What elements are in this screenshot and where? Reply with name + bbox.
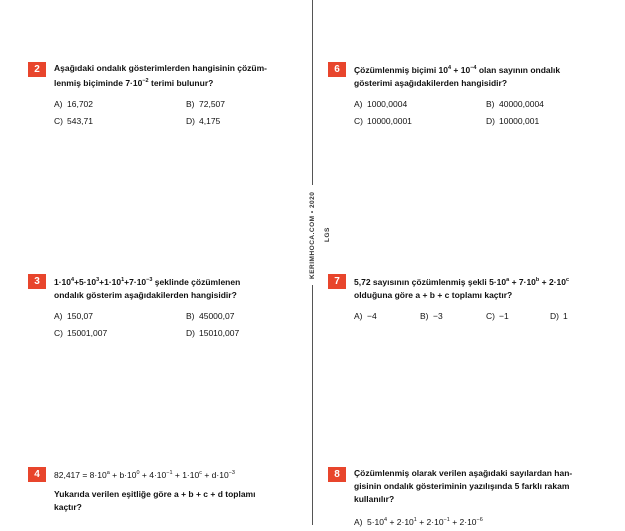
question-stem: Çözümlenmiş olarak verilen aşağıdaki sayılardan han- gisinin ondalık gösteriminin yazılışında 5 farklı rakam kullanılır? [354, 468, 573, 504]
option-d[interactable]: D) 4,175 [186, 115, 221, 126]
question-number: 8 [328, 467, 346, 482]
question-number: 4 [28, 467, 46, 482]
option-a[interactable]: A) 1000,0004 [354, 98, 408, 109]
option-c[interactable]: C) 15001,007 [54, 327, 108, 338]
question-stem: 5,72 sayısının çözümlenmiş şekli $5\cdot 10^a + 7\cdot 10^b + 2\cdot 10^c$ olduğuna göre a + b + c toplamı kaçtır? [354, 276, 570, 300]
option-a[interactable]: A) 150,07 [54, 310, 93, 321]
question-4 [34, 467, 316, 514]
option-c[interactable]: C) 543,71 [54, 115, 93, 126]
question-number: 6 [328, 62, 346, 77]
options [354, 308, 616, 325]
question-number: 7 [328, 274, 346, 289]
question-number: 2 [28, 62, 46, 77]
question-stem: Aşağıdaki ondalık gösterimlerden hangisinin çözüm- lenmiş biçiminde $7\cdot 10^{-2}$ terimi bulunur? [54, 63, 268, 88]
option-c[interactable]: C) −1 [486, 310, 509, 321]
options [54, 96, 316, 130]
option-c[interactable]: C) 10000,0001 [354, 115, 412, 126]
question-7 [334, 274, 616, 325]
option-b[interactable]: B) 45000,07 [186, 310, 235, 321]
question-6 [334, 62, 616, 130]
question-3 [34, 274, 316, 342]
option-d[interactable]: D) 1 [550, 310, 568, 321]
question-stem: Çözümlenmiş biçimi $10^4 + 10^{-4}$ olan sayının ondalık gösterimi aşağıdakilerden hangisidir? [354, 64, 561, 88]
option-a[interactable]: A) 16,702 [54, 98, 93, 109]
question-equation: $82,417 = 8\cdot 10^a + b\cdot 10^0 + 4\cdot 10^{-1} + 1\cdot 10^c + d\cdot 10^{-3}$ [54, 469, 235, 480]
question-stem: $1\cdot 10^4+5\cdot 10^3+1\cdot 10^1+7\cdot 10^{-3}$ şeklinde çözümlenen ondalık gösterim aşağıdakilerden hangisidir? [54, 276, 241, 300]
option-d[interactable]: D) 15010,007 [186, 327, 240, 338]
watermark: KERIMHOCA.COM • 2020 LGS [305, 185, 320, 285]
option-d[interactable]: D) 10000,001 [486, 115, 540, 126]
options [354, 512, 616, 529]
option-b[interactable]: B) 72,507 [186, 98, 225, 109]
question-8 [334, 467, 616, 529]
question-number: 3 [28, 274, 46, 289]
options [354, 96, 616, 130]
option-a[interactable]: A) −4 [354, 310, 377, 321]
option-b[interactable]: B) 40000,0004 [486, 98, 544, 109]
question-2 [34, 62, 316, 130]
option-b[interactable]: B) −3 [420, 310, 443, 321]
question-stem: Yukarıda verilen eşitliğe göre a + b + c + d toplamı kaçtır? [54, 488, 256, 512]
option-a[interactable]: A) $5\cdot 10^4 + 2\cdot 10^1 + 2\cdot 10^{-1} + 2\cdot 10^{-6}$ [354, 516, 483, 527]
options [54, 308, 316, 342]
